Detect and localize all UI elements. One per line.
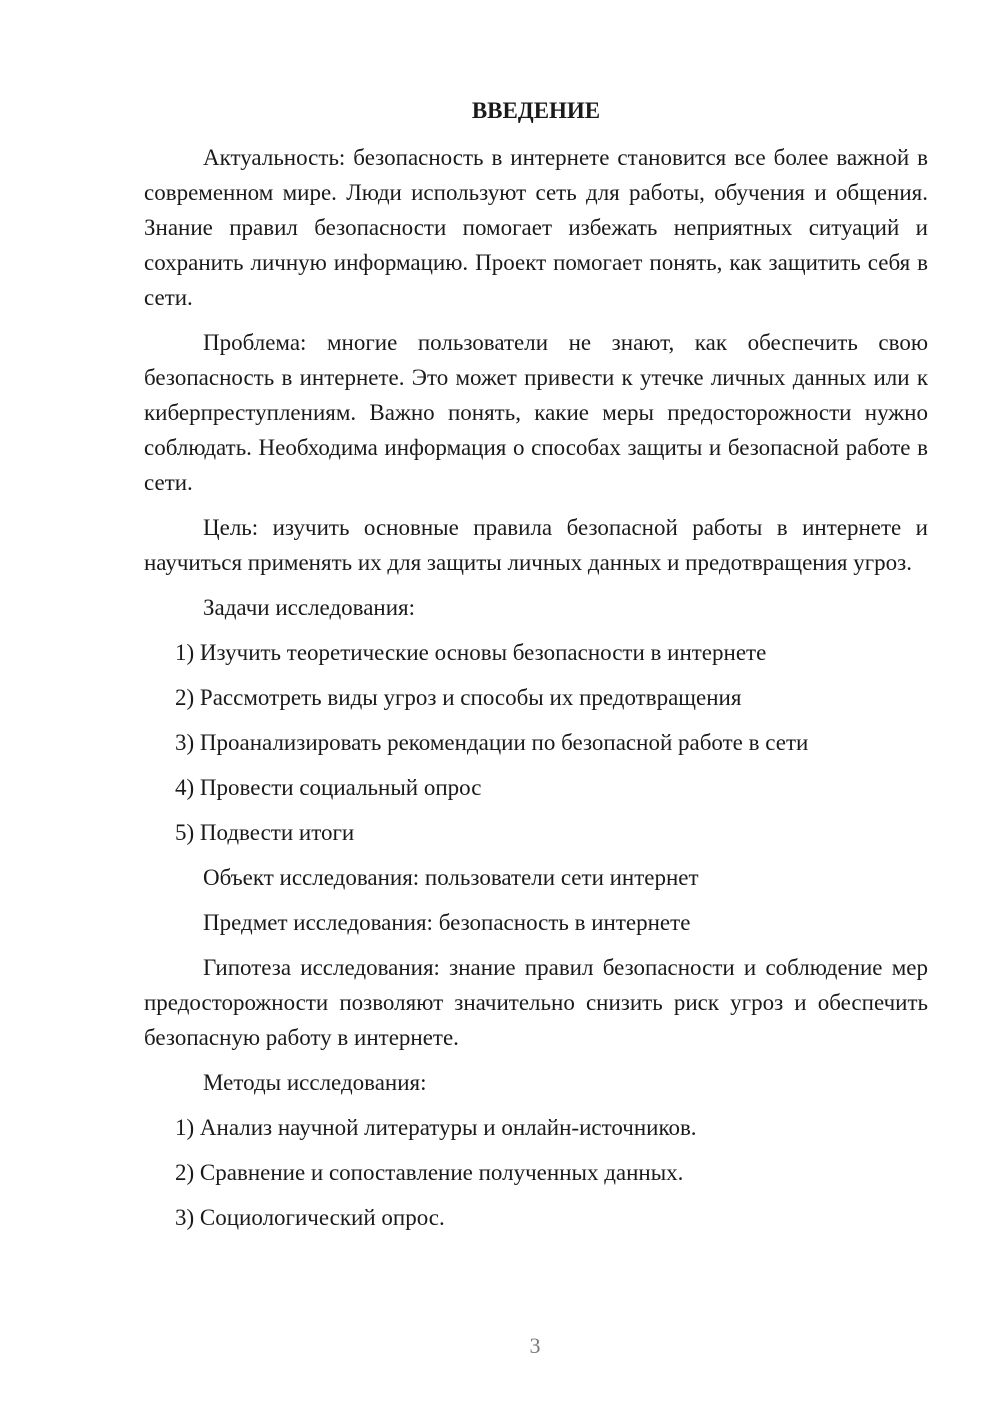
relevance-paragraph: Актуальность: безопасность в интернете становится все более важной в современном мире. Люди используют сеть для работы, обучения и общения. Знание правил безопасности помогает избежать неприятных ситуаций и сохранить личную информацию. Проект помогает понять, как защитить себя в сети. — [144, 145, 928, 310]
page-number: 3 — [529, 1333, 541, 1358]
research-subject: Предмет исследования: безопасность в интернете — [203, 910, 691, 935]
list-item: 2) Сравнение и сопоставление полученных данных. — [175, 1160, 684, 1185]
list-item: 3) Социологический опрос. — [175, 1205, 445, 1230]
problem-paragraph: Проблема: многие пользователи не знают, как обеспечить свою безопасность в интернете. Это может привести к утечке личных данных или к киберпреступлениям. Важно понять, какие меры предосторожности нужно соблюдать. Необходима информация о способах защиты и безопасной работе в сети. — [144, 330, 928, 495]
list-item: 3) Проанализировать рекомендации по безопасной работе в сети — [175, 730, 809, 755]
list-item: 2) Рассмотреть виды угроз и способы их предотвращения — [175, 685, 742, 710]
list-item: 4) Провести социальный опрос — [175, 775, 482, 800]
list-item: 1) Изучить теоретические основы безопасности в интернете — [175, 640, 767, 665]
document-body — [144, 96, 928, 1245]
page-title: ВВЕДЕНИЕ — [471, 98, 601, 123]
research-object: Объект исследования: пользователи сети интернет — [203, 865, 699, 890]
tasks-heading: Задачи исследования: — [203, 595, 416, 620]
tasks-list — [144, 635, 928, 850]
methods-list — [144, 1110, 928, 1235]
list-item: 1) Анализ научной литературы и онлайн-источников. — [175, 1115, 697, 1140]
list-item: 5) Подвести итоги — [175, 820, 355, 845]
goal-paragraph: Цель: изучить основные правила безопасной работы в интернете и научиться применять их для защиты личных данных и предотвращения угроз. — [144, 515, 928, 575]
methods-heading: Методы исследования: — [203, 1070, 427, 1095]
hypothesis-paragraph: Гипотеза исследования: знание правил безопасности и соблюдение мер предосторожности позволяют значительно снизить риск угроз и обеспечить безопасную работу в интернете. — [144, 955, 928, 1050]
